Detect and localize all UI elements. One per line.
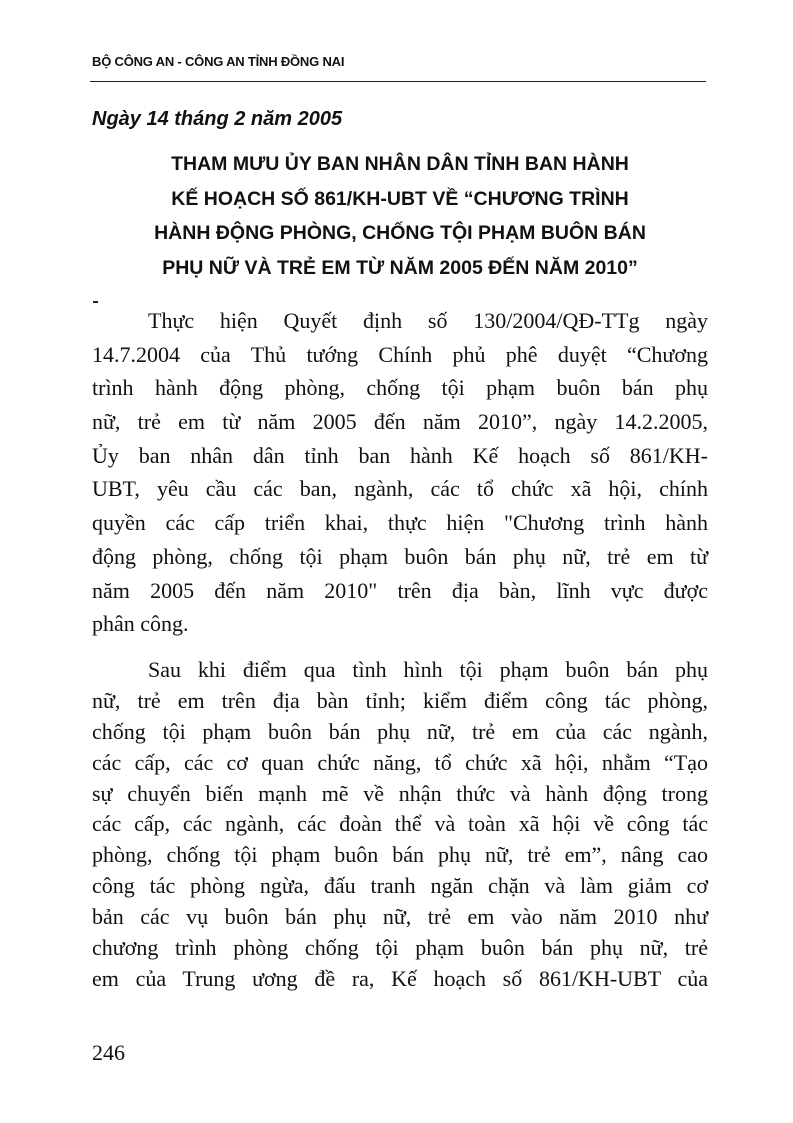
text-line: năm 2005 đến năm 2010" trên địa bàn, lĩnh vực được	[92, 577, 708, 603]
text-line: Ủy ban nhân dân tỉnh ban hành Kế hoạch số 861/KH-	[92, 442, 708, 468]
stray-mark	[93, 301, 98, 303]
text-line: bản các vụ buôn bán phụ nữ, trẻ em vào năm 2010 như	[92, 904, 708, 930]
page-number: 246	[92, 1040, 125, 1065]
text-line: chống tội phạm buôn bán phụ nữ, trẻ em của các ngành,	[92, 718, 708, 744]
paragraph-1	[92, 304, 708, 641]
section-title	[92, 147, 708, 285]
text-line: công tác phòng ngừa, đấu tranh ngăn chặn và làm giảm cơ	[92, 873, 708, 899]
text-line: UBT, yêu cầu các ban, ngành, các tổ chức xã hội, chính	[92, 476, 708, 502]
text-line: chương trình phòng chống tội phạm buôn bán phụ nữ, trẻ	[92, 935, 708, 961]
title-line: THAM MƯU ỦY BAN NHÂN DÂN TỈNH BAN HÀNH	[171, 153, 629, 175]
text-line: các cấp, các ngành, các đoàn thể và toàn xã hội về công tác	[92, 811, 708, 837]
running-header: BỘ CÔNG AN - CÔNG AN TỈNH ĐỒNG NAI	[92, 54, 345, 69]
text-line: nữ, trẻ em trên địa bàn tỉnh; kiểm điểm công tác phòng,	[92, 687, 708, 713]
text-line: Sau khi điểm qua tình hình tội phạm buôn bán phụ	[148, 657, 708, 682]
text-line: phân công.	[92, 611, 189, 637]
text-line: 14.7.2004 của Thủ tướng Chính phủ phê duyệt “Chương	[92, 341, 708, 367]
text-line: phòng, chống tội phạm buôn bán phụ nữ, trẻ em”, nâng cao	[92, 842, 708, 868]
header-rule	[90, 81, 706, 82]
text-line: động phòng, chống tội phạm buôn bán phụ nữ, trẻ em từ	[92, 543, 708, 569]
title-line: PHỤ NỮ VÀ TRẺ EM TỪ NĂM 2005 ĐẾN NĂM 2010”	[162, 256, 638, 279]
title-line: HÀNH ĐỘNG PHÒNG, CHỐNG TỘI PHẠM BUÔN BÁN	[154, 222, 646, 244]
paragraph-2	[92, 655, 708, 995]
entry-date: Ngày 14 tháng 2 năm 2005	[92, 108, 343, 130]
text-line: các cấp, các cơ quan chức năng, tổ chức xã hội, nhằm “Tạo	[92, 749, 708, 775]
text-line: Thực hiện Quyết định số 130/2004/QĐ-TTg ngày	[148, 308, 708, 333]
text-line: em của Trung ương đề ra, Kế hoạch số 861/KH-UBT của	[92, 965, 708, 991]
title-line: KẾ HOẠCH SỐ 861/KH-UBT VỀ “CHƯƠNG TRÌNH	[171, 187, 629, 210]
text-line: trình hành động phòng, chống tội phạm buôn bán phụ	[92, 375, 708, 401]
text-line: nữ, trẻ em từ năm 2005 đến năm 2010”, ngày 14.2.2005,	[92, 409, 708, 435]
text-line: sự chuyển biến mạnh mẽ về nhận thức và hành động trong	[92, 780, 708, 806]
text-line: quyền các cấp triển khai, thực hiện "Chương trình hành	[92, 510, 708, 536]
